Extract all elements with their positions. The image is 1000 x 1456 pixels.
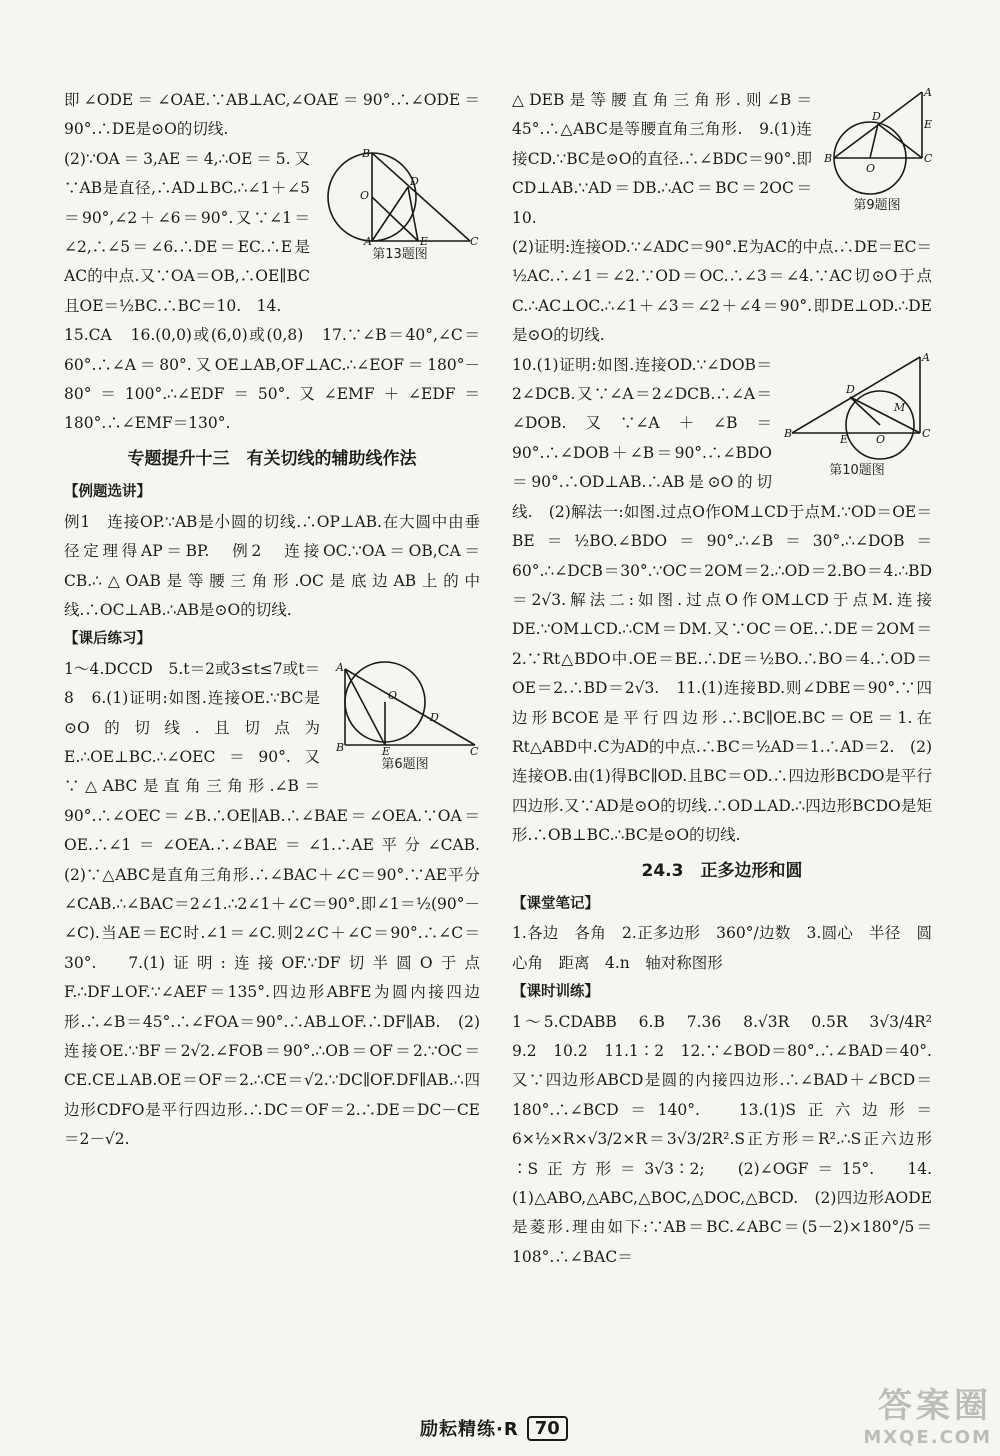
svg-text:D: D	[430, 710, 439, 724]
svg-text:C: C	[470, 234, 479, 247]
svg-text:E: E	[420, 234, 429, 247]
svg-text:D: D	[846, 382, 855, 396]
figure-13-caption: 第13题图	[372, 246, 428, 262]
answer-9-part2: (2)证明:连接OD.∵∠ADC＝90°.E为AC的中点.∴DE＝EC＝½AC.∴∠1＝∠2.∵OD＝OC.∴∠3＝∠4.∵AC切⊙O于点C.∴AC⊥OC.∴∠1＋∠3＝∠2＋∠4＝90°.即DE⊥OD.∴DE是⊙O的切线.	[512, 238, 932, 345]
figure-9	[822, 88, 932, 214]
svg-text:A: A	[922, 352, 930, 364]
svg-text:C: C	[922, 426, 931, 440]
figure-6-caption: 第6题图	[381, 756, 429, 772]
answer-13-part1: 即∠ODE＝∠OAE.∵AB⊥AC,∠OAE＝90°.∴∠ODE＝90°.∴DE是⊙O的切线.	[64, 91, 480, 139]
tag-homework: 【课后练习】	[64, 631, 151, 648]
svg-text:B: B	[336, 740, 345, 754]
answers-15-17: 15.CA 16.(0,0)或(6,0)或(0,8) 17.∵∠B＝40°,∠C＝60°.∴∠A＝80°.又OE⊥AB,OF⊥AC.∴∠EOF＝180°－80°＝100°.∴∠EDF＝50°.又∠EMF＋∠EDF＝180°.∴∠EMF＝130°.	[64, 326, 480, 433]
watermark-line-2: MXQE.COM	[863, 1427, 992, 1448]
page-footer	[420, 1410, 568, 1446]
figure-6	[330, 657, 480, 773]
right-column	[512, 86, 948, 1272]
section-title-24-3: 24.3 正多边形和圆	[641, 860, 803, 881]
svg-text:B: B	[824, 152, 833, 165]
tag-notes: 【课堂笔记】	[512, 895, 599, 912]
svg-text:O: O	[866, 162, 876, 175]
answer-9-part1: △DEB是等腰直角三角形.则∠B＝45°.∴△ABC是等腰直角三角形. 9.(1)连接CD.∵BC是⊙O的直径.∴∠BDC＝90°.即CD⊥AB.∵AD＝DB.∴AC＝BC＝2OC＝10.	[512, 91, 812, 227]
svg-text:O: O	[876, 432, 886, 446]
svg-text:D: D	[410, 174, 419, 188]
figure-9-caption: 第9题图	[853, 198, 901, 213]
page-number: 70	[527, 1416, 568, 1441]
svg-text:C: C	[924, 152, 932, 165]
notes-text: 1.各边 各角 2.正多边形 360°/边数 3.圆心 半径 圆心角 距离 4.n 轴对称图形	[512, 924, 932, 972]
svg-text:O: O	[360, 188, 370, 202]
figure-10	[782, 353, 932, 479]
svg-text:E: E	[382, 744, 391, 757]
figure-13	[320, 147, 480, 263]
figure-10-diagram	[782, 353, 932, 463]
answer-13-part2: (2)∵OA＝3,AE＝4,∴OE＝5.又∵AB是直径,∴AD⊥BC.∴∠1＋∠5＝90°,∠2＋∠6＝90°.又∵∠1＝∠2,∴∠5＝∠6.∴DE＝EC.∴E是AC的中点.又∵OA＝OB,∴OE∥BC且OE＝½BC.∴BC＝10. 14.	[64, 149, 310, 315]
brand-label: 励耘精练·R	[420, 1419, 519, 1440]
tag-examples: 【例题选讲】	[64, 484, 151, 501]
svg-text:A: A	[364, 234, 372, 247]
figure-13-diagram	[320, 147, 480, 247]
figure-10-caption: 第10题图	[829, 462, 885, 478]
left-column	[64, 86, 496, 1155]
svg-text:E: E	[924, 118, 932, 131]
examples-text: 例1 连接OP.∵AB是小圆的切线.∴OP⊥AB.在大圆中由垂径定理得AP＝BP. 例2 连接OC.∵OA＝OB,CA＝CB.∴△OAB是等腰三角形.OC是底边AB上的中线.∴OC⊥AB.∴AB是⊙O的切线.	[64, 512, 480, 619]
answers-10-11: 10.(1)证明:如图.连接OD.∵∠DOB＝2∠DCB.又∵∠A＝2∠DCB.∴∠A＝∠DOB.又∵∠A＋∠B＝90°.∴∠DOB＋∠B＝90°.∴∠BDO＝90°.∴OD⊥AB.∴AB是⊙O的切线. (2)解法一:如图.过点O作OM⊥CD于点M.∵OD＝OE＝BE＝½BO.∠BDO＝90°.∴∠B＝30°.∴∠DOB＝60°.∴∠DCB＝30°.∵OC＝2OM＝2.∴OD＝2.BO＝4.∴BD＝2√3.解法二:如图.过点O作OM⊥CD于点M.连接DE.∵OM⊥CD.∴CM＝DM.又∵OC＝OE.∴DE＝2OM＝2.∵Rt△BDO中.OE＝BE.∴DE＝½BO.∴BO＝4.∴OD＝OE＝2.∴BD＝2√3. 11.(1)连接BD.则∠DBE＝90°.∵四边形BCOE是平行四边形.∴BC∥OE.BC＝OE＝1.在Rt△ABD中.C为AD的中点.∴BC＝½AD＝1.∴AD＝2. (2)连接OB.由(1)得BC∥OD.且BC＝OD.∴四边形BCDO是平行四边形.又∵AD是⊙O的切线.∴OD⊥AD.∴四边形BCDO是矩形.∴OB⊥BC.∴BC是⊙O的切线.	[512, 355, 932, 845]
figure-6-diagram	[330, 657, 480, 757]
svg-text:E: E	[840, 432, 849, 446]
svg-text:B: B	[362, 146, 371, 160]
svg-text:M: M	[894, 400, 906, 414]
homework-1-7: 1～4.DCCD 5.t＝2或3≤t≤7或t＝8 6.(1)证明:如图.连接OE.∵BC是⊙O的切线.且切点为E.∴OE⊥BC.∴∠OEC＝90°.又∵△ABC是直角三角形.∠B＝90°.∴∠OEC＝∠B.∴OE∥AB.∴∠BAE＝∠OEA.∵OA＝OE.∴∠1＝∠OEA.∴∠BAE＝∠1.∴AE平分∠CAB. (2)∵△ABC是直角三角形.∴∠BAC＋∠C＝90°.∵AE平分∠CAB.∴∠BAC＝2∠1.∴2∠1＋∠C＝90°.即∠1＝½(90°－∠C).当AE＝EC时.∠1＝∠C.则2∠C＋∠C＝90°.∴∠C＝30°. 7.(1)证明:连接OF.∵DF切半圆O于点F.∴DF⊥OF.∵∠AEF＝135°.四边形ABFE为圆内接四边形.∴∠B＝45°.∴∠FOA＝90°.∴AB⊥OF.∴DF∥AB. (2)连接OE.∵BF＝2√2.∠FOB＝90°.∴OB＝OF＝2.∵OC＝CE.CE⊥AB.OE＝OF＝2.∴CE＝√2.∵DC∥OF.DF∥AB.∴四边形CDFO是平行四边形.∴DC＝OF＝2.∴DE＝DC－CE＝2－√2.	[64, 659, 496, 1149]
svg-text:B: B	[784, 426, 793, 440]
svg-text:C: C	[470, 744, 479, 757]
tag-training: 【课时训练】	[512, 984, 599, 1001]
svg-text:O: O	[388, 688, 398, 702]
section-title-13: 专题提升十三 有关切线的辅助线作法	[127, 448, 417, 469]
watermark	[863, 1378, 992, 1448]
watermark-line-1: 答案圈	[878, 1386, 992, 1426]
svg-text:A: A	[924, 88, 932, 99]
svg-text:D: D	[872, 110, 881, 123]
training-text: 1～5.CDABB 6.B 7.36 8.√3R 0.5R 3√3/4R² 9.2 10.2 11.1∶2 12.∵∠BOD＝80°.∴∠BAD＝40°.又∵四边形ABCD是圆的内接四边形.∴∠BAD＋∠BCD＝180°.∴∠BCD＝140°. 13.(1)S正六边形＝6×½×R×√3/2×R＝3√3/2R².S正方形＝R².∴S正六边形∶S正方形＝3√3∶2; (2)∠OGF＝15°. 14.(1)△ABO,△ABC,△BOC,△DOC,△BCD. (2)四边形AODE是菱形.理由如下:∵AB＝BC.∠ABC＝(5－2)×180°/5＝108°.∴∠BAC＝	[512, 1012, 948, 1266]
svg-text:A: A	[336, 660, 344, 674]
figure-9-diagram	[822, 88, 932, 198]
